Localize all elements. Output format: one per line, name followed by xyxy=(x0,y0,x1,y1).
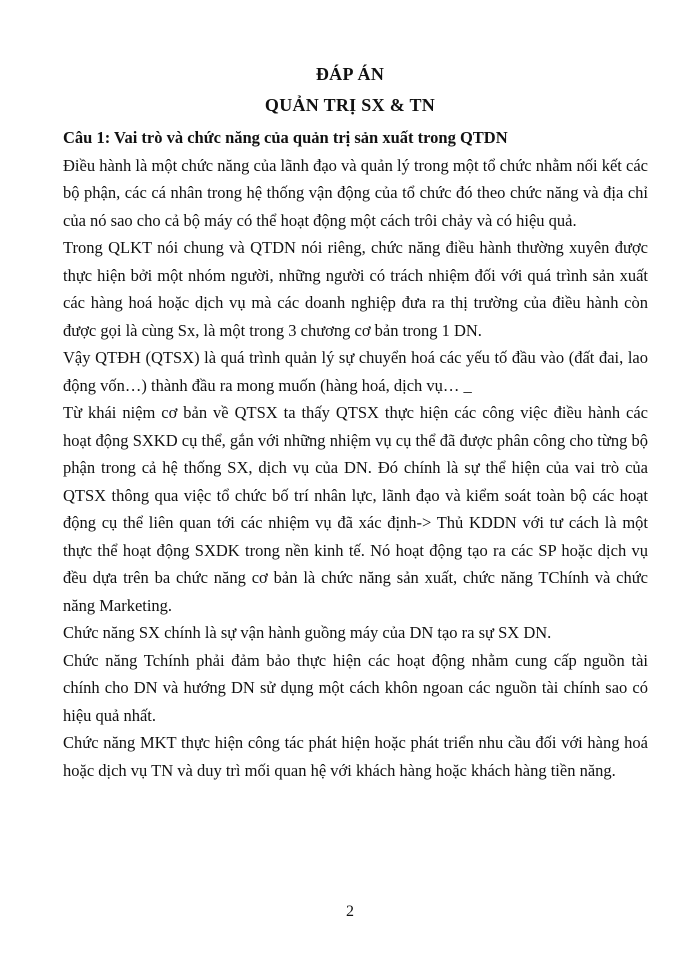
paragraph-mkt-function: Chức năng MKT thực hiện công tác phát hiện hoặc phát triển nhu cầu đối với hàng hoá hoặc dịch vụ TN và duy trì mối quan hệ với khách hàng hoặc khách hàng tiền năng. xyxy=(63,733,648,780)
paragraph-qlkt: Trong QLKT nói chung và QTDN nói riêng, chức năng điều hành thường xuyên được thực hiện bởi một nhóm người, những người có trách nhiệm đối với quá trình sản xuất các hàng hoá hoặc dịch vụ mà các doanh nghiệp đưa ra thị trường của điều hành còn được gọi là cùng Sx, là một trong 3 chương cơ bản trong 1 DN. xyxy=(63,238,648,340)
document-subtitle: QUẢN TRỊ SX & TN xyxy=(264,95,436,115)
document-body xyxy=(63,124,648,784)
paragraph-qtdh-definition: Vậy QTĐH (QTSX) là quá trình quản lý sự chuyển hoá các yếu tố đầu vào (đất đai, lao động vốn…) thành đầu ra mong muốn (hàng hoá, dịch vụ… _ xyxy=(63,348,648,395)
paragraph-dieu-hanh: Điều hành là một chức năng của lãnh đạo và quản lý trong một tổ chức nhằm nối kết các bộ phận, các cá nhân trong hệ thống vận động của tổ chức đó theo chức năng và địa chỉ của nó sao cho cả bộ máy có thể hoạt động một cách trôi chảy và có hiệu quả. xyxy=(63,155,648,230)
document-title: ĐÁP ÁN xyxy=(315,64,385,84)
paragraph-tchinh-function: Chức năng Tchính phải đảm bảo thực hiện các hoạt động nhằm cung cấp nguồn tài chính cho DN và hướng DN sử dụng một cách khôn ngoan các nguồn tài chính sao có hiệu quả nhất. xyxy=(63,650,648,725)
paragraph-sx-function: Chức năng SX chính là sự vận hành guồng máy của DN tạo ra sự SX DN. xyxy=(63,623,552,642)
section-heading: Câu 1: Vai trò và chức năng của quản trị sản xuất trong QTDN xyxy=(63,128,508,147)
paragraph-qtsx-role: Từ khái niệm cơ bản về QTSX ta thấy QTSX thực hiện các công việc điều hành các hoạt động SXKD cụ thể, gắn với những nhiệm vụ cụ thể đã được phân công cho từng bộ phận trong cả hệ thống SX, dịch vụ của DN. Đó chính là sự thể hiện của vai trò của QTSX thông qua việc tổ chức bố trí nhân lực, lãnh đạo và kiểm soát toàn bộ các hoạt động cụ thể liên quan tới các nhiệm vụ đã xác định-> Thủ KDDN với tư cách là một thực thể hoạt động SXDK trong nền kinh tế. Nó hoạt động tạo ra các SP hoặc dịch vụ đều dựa trên ba chức năng cơ bản là chức năng sản xuất, chức năng TChính và chức năng Marketing. xyxy=(63,403,648,615)
page-number: 2 xyxy=(346,903,354,920)
